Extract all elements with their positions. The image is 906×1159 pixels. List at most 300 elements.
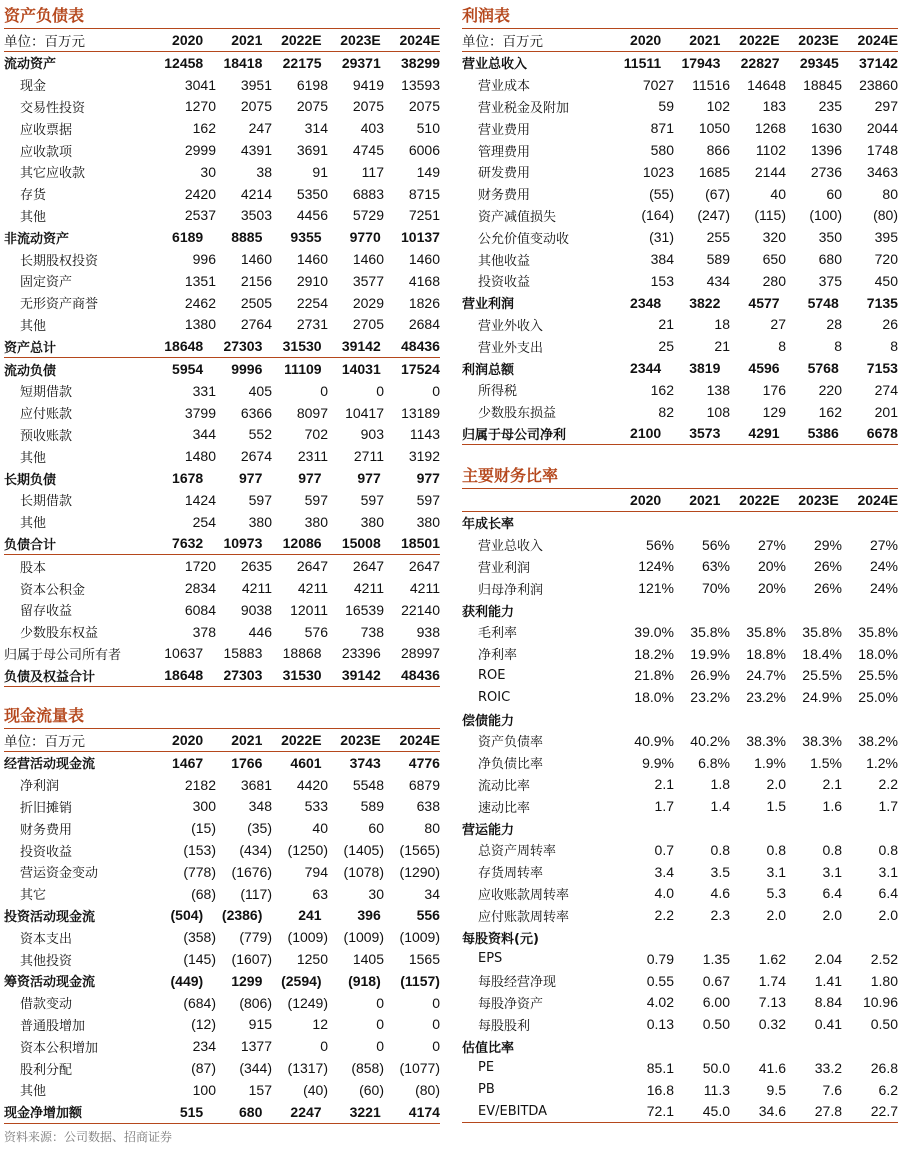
row-label: 流动比率 <box>478 778 531 794</box>
table-row <box>4 817 440 839</box>
cell-value: 2254 <box>296 294 328 311</box>
table-row <box>462 1057 898 1079</box>
cell-value: 1.2% <box>866 754 898 771</box>
cell-value: 183 <box>762 98 786 115</box>
cell-value: 10.96 <box>862 994 898 1011</box>
table-row <box>462 621 898 643</box>
table-row <box>462 357 898 379</box>
cell-value: 552 <box>248 426 272 443</box>
year-header: 2020 <box>630 32 662 48</box>
cell-value: 38.3% <box>802 732 842 749</box>
cell-value: 35.8% <box>746 623 786 640</box>
cell-value: 2834 <box>184 580 216 597</box>
table-row <box>462 1035 898 1057</box>
cell-value: 6.2 <box>878 1081 898 1098</box>
cell-value: 380 <box>360 513 384 530</box>
cell-value: (1077) <box>399 1060 440 1077</box>
cell-value: 26 <box>882 316 898 333</box>
cell-value: 3743 <box>349 754 381 771</box>
cell-value: 4211 <box>409 580 440 597</box>
row-label: 所得税 <box>478 384 518 400</box>
table-row <box>4 183 440 205</box>
table-row <box>462 839 898 861</box>
year-header: 2020 <box>172 32 204 48</box>
cell-value: 6.4 <box>822 885 842 902</box>
table-row <box>462 161 898 183</box>
cell-value: 2.0 <box>822 907 842 924</box>
cell-value: 1685 <box>698 163 730 180</box>
row-label: 预收账款 <box>20 428 73 444</box>
cell-value: 0.8 <box>766 841 786 858</box>
table-row <box>462 96 898 118</box>
cell-value: 378 <box>192 623 216 640</box>
cell-value: 20% <box>757 558 786 575</box>
cell-value: 24.7% <box>746 667 786 684</box>
row-label: 管理费用 <box>478 144 531 160</box>
cell-value: 18868 <box>282 645 322 662</box>
cell-value: 1023 <box>642 163 674 180</box>
cell-value: 9419 <box>352 76 384 93</box>
table-row <box>462 883 898 905</box>
cell-value: (1157) <box>400 972 440 989</box>
cell-value: (1249) <box>287 994 328 1011</box>
table-row <box>4 861 440 883</box>
cell-value: (779) <box>239 929 272 946</box>
cell-value: 2.1 <box>822 776 842 793</box>
table-row <box>4 970 440 992</box>
cell-value: 25.0% <box>858 689 898 706</box>
row-label: PE <box>478 1060 495 1076</box>
cell-value: 18.0% <box>634 689 674 706</box>
table-row <box>4 358 440 380</box>
table-row <box>462 1101 898 1124</box>
row-label: ROIC <box>478 689 511 705</box>
cell-value: 0 <box>432 382 440 399</box>
row-label: 其他 <box>20 516 47 532</box>
income-statement-panel <box>462 4 898 445</box>
cell-value: 4420 <box>296 776 328 793</box>
cell-value: 4596 <box>748 360 780 377</box>
cell-value: (2594) <box>281 972 322 989</box>
table-row <box>4 555 440 577</box>
cell-value: 9355 <box>290 229 322 246</box>
cell-value: 0.32 <box>758 1016 786 1033</box>
cell-value: 6.8% <box>698 754 730 771</box>
table-row <box>462 1079 898 1101</box>
year-header: 2020 <box>630 492 662 508</box>
cell-value: 38299 <box>401 54 440 71</box>
row-label: 少数股东权益 <box>20 626 99 642</box>
cell-value: 85.1 <box>646 1059 674 1076</box>
cell-value: 2647 <box>352 558 384 575</box>
cell-value: 331 <box>192 382 216 399</box>
cell-value: 1424 <box>184 491 216 508</box>
cell-value: (67) <box>705 185 730 202</box>
cell-value: 38.2% <box>858 732 898 749</box>
cell-value: 0 <box>432 994 440 1011</box>
cell-value: 6.00 <box>702 994 730 1011</box>
year-header: 2020 <box>172 732 204 748</box>
cell-value: 1143 <box>409 426 440 443</box>
table-row <box>4 402 440 424</box>
cell-value: 108 <box>706 403 730 420</box>
cell-value: 2.0 <box>766 907 786 924</box>
cell-value: (145) <box>183 951 216 968</box>
table-row <box>4 1101 440 1124</box>
cell-value: 9.9% <box>642 754 674 771</box>
cell-value: 18501 <box>401 535 440 552</box>
cell-value: 2182 <box>184 776 216 793</box>
cell-value: 915 <box>248 1016 272 1033</box>
cell-value: 2910 <box>296 272 328 289</box>
cell-value: 22175 <box>282 54 322 71</box>
cell-value: 12086 <box>282 535 322 552</box>
row-label: 资本支出 <box>20 931 73 947</box>
cell-value: 0 <box>320 1038 328 1055</box>
row-label: EPS <box>478 951 503 967</box>
cell-value: 1270 <box>184 98 216 115</box>
row-label: 投资收益 <box>20 844 73 860</box>
cell-value: 27.8 <box>814 1103 842 1120</box>
cell-value: 0.13 <box>646 1016 674 1033</box>
cell-value: (344) <box>239 1060 272 1077</box>
cell-value: 556 <box>416 907 440 924</box>
cell-value: (358) <box>183 929 216 946</box>
table-row <box>4 1057 440 1079</box>
cell-value: 0.67 <box>702 972 730 989</box>
cell-value: 2705 <box>352 316 384 333</box>
cell-value: 23.2% <box>690 689 730 706</box>
cell-value: 11511 <box>623 54 662 71</box>
cell-value: 4214 <box>240 185 272 202</box>
row-label: 每股资料(元) <box>462 931 539 947</box>
cell-value: 40.9% <box>634 732 674 749</box>
table-row <box>462 817 898 839</box>
cell-value: 6198 <box>296 76 328 93</box>
cell-value: (504) <box>170 907 204 924</box>
table-row <box>4 292 440 314</box>
table-row <box>462 423 898 446</box>
cell-value: 0.41 <box>814 1016 842 1033</box>
table-row <box>4 445 440 467</box>
cell-value: 1.80 <box>870 972 898 989</box>
cell-value: 7251 <box>408 207 440 224</box>
row-label: 总资产周转率 <box>478 844 557 860</box>
financial-ratios-panel <box>462 464 898 1123</box>
cell-value: 7632 <box>172 535 204 552</box>
cell-value: 38 <box>256 163 272 180</box>
cell-value: 597 <box>304 491 328 508</box>
cell-value: 6879 <box>408 776 440 793</box>
cell-value: 1467 <box>172 754 204 771</box>
table-row <box>462 248 898 270</box>
row-label: 每股经营净现 <box>478 975 557 991</box>
cell-value: 1460 <box>296 251 328 268</box>
table-row <box>4 533 440 556</box>
cell-value: 0.7 <box>654 841 674 858</box>
cell-value: 3951 <box>240 76 272 93</box>
cell-value: 866 <box>706 142 730 159</box>
cell-value: (1290) <box>399 863 440 880</box>
cell-value: 6883 <box>352 185 384 202</box>
cell-value: 129 <box>762 403 786 420</box>
row-label: 非流动资产 <box>4 231 70 247</box>
row-label: 应收账款周转率 <box>478 887 570 903</box>
year-header: 2022E <box>739 492 780 508</box>
row-label: 存货 <box>20 188 47 204</box>
table-row <box>4 1035 440 1057</box>
cell-value: 450 <box>874 272 898 289</box>
cell-value: 396 <box>357 907 381 924</box>
cell-value: 149 <box>416 163 440 180</box>
cell-value: 380 <box>248 513 272 530</box>
row-label: 每股股利 <box>478 1018 531 1034</box>
cell-value: 2100 <box>630 425 662 442</box>
row-label: 应付账款周转率 <box>478 909 570 925</box>
cell-value: (1607) <box>231 951 272 968</box>
row-label: 营业外收入 <box>478 318 544 334</box>
cell-value: 702 <box>304 426 328 443</box>
table-row <box>462 74 898 96</box>
cell-value: 0.79 <box>646 950 674 967</box>
cell-value: 2674 <box>240 448 272 465</box>
unit-label: 单位：百万元 <box>4 734 85 750</box>
table-row <box>462 643 898 665</box>
cell-value: 12458 <box>164 54 204 71</box>
table-row <box>4 511 440 533</box>
cell-value: 1748 <box>866 142 898 159</box>
cell-value: 35.8% <box>690 623 730 640</box>
table-row <box>462 795 898 817</box>
cell-value: 1050 <box>698 120 730 137</box>
cell-value: 576 <box>304 623 328 640</box>
row-label: 营业成本 <box>478 79 531 95</box>
cell-value: 0.8 <box>822 841 842 858</box>
cell-value: 21.8% <box>634 667 674 684</box>
cell-value: 5748 <box>807 294 839 311</box>
cell-value: 40.2% <box>690 732 730 749</box>
cell-value: 2.1 <box>654 776 674 793</box>
cell-value: 4211 <box>297 580 328 597</box>
cell-value: 9996 <box>231 361 263 378</box>
cell-value: 27% <box>869 536 898 553</box>
cell-value: 2420 <box>184 185 216 202</box>
cell-value: 1.35 <box>702 950 730 967</box>
cell-value: 3691 <box>296 142 328 159</box>
cell-value: 1460 <box>240 251 272 268</box>
cell-value: 23.2% <box>746 689 786 706</box>
cell-value: 31530 <box>282 338 322 355</box>
cell-value: 117 <box>361 163 384 180</box>
cell-value: 1678 <box>172 470 204 487</box>
table-row <box>4 335 440 358</box>
row-label: 营业总收入 <box>462 57 528 73</box>
cell-value: 25.5% <box>802 667 842 684</box>
cell-value: 680 <box>239 1103 263 1120</box>
cell-value: 7153 <box>866 360 898 377</box>
cell-value: (1676) <box>231 863 272 880</box>
cell-value: 274 <box>874 381 898 398</box>
cell-value: 589 <box>706 251 730 268</box>
cell-value: 446 <box>248 623 272 640</box>
cell-value: 10637 <box>164 645 204 662</box>
cell-value: 434 <box>706 272 730 289</box>
cell-value: (115) <box>754 207 786 224</box>
cell-value: 720 <box>874 251 898 268</box>
table-row <box>462 270 898 292</box>
cell-value: 2044 <box>866 120 898 137</box>
cell-value: 0 <box>376 382 384 399</box>
table-row <box>462 556 898 578</box>
cell-value: 35.8% <box>802 623 842 640</box>
row-label: 现金净增加额 <box>4 1106 83 1122</box>
cell-value: 3221 <box>349 1103 381 1120</box>
year-header: 2023E <box>340 732 381 748</box>
row-label: 其他 <box>20 209 47 225</box>
cell-value: 31530 <box>282 667 322 684</box>
cell-value: (100) <box>809 207 842 224</box>
cell-value: 3041 <box>184 76 216 93</box>
cell-value: 5768 <box>807 360 839 377</box>
table-row <box>462 117 898 139</box>
cell-value: 162 <box>818 403 842 420</box>
cell-value: 59 <box>658 98 674 115</box>
cell-value: 4168 <box>408 272 440 289</box>
cell-value: 1.9% <box>754 754 786 771</box>
cell-value: 3463 <box>866 163 898 180</box>
cell-value: 4577 <box>748 294 780 311</box>
cell-value: 1.5% <box>810 754 842 771</box>
cell-value: 70% <box>701 580 730 597</box>
cell-value: 40 <box>312 820 328 837</box>
cell-value: 7135 <box>866 294 898 311</box>
row-label: 负债合计 <box>4 537 57 553</box>
cell-value: 34 <box>424 885 440 902</box>
cell-value: 18.0% <box>858 645 898 662</box>
row-label: 股利分配 <box>20 1062 73 1078</box>
cell-value: 0 <box>376 1038 384 1055</box>
cell-value: (60) <box>359 1081 384 1098</box>
row-label: 投资活动现金流 <box>4 909 96 925</box>
cell-value: 2144 <box>754 163 786 180</box>
cell-value: 28 <box>826 316 842 333</box>
cell-value: 320 <box>762 229 786 246</box>
cell-value: 0.50 <box>870 1016 898 1033</box>
cell-value: 3.1 <box>766 863 786 880</box>
row-label: 净利率 <box>478 648 518 664</box>
row-label: 短期借款 <box>20 385 73 401</box>
table-row <box>4 314 440 336</box>
cell-value: (1565) <box>399 842 440 859</box>
cell-value: (1009) <box>399 929 440 946</box>
cell-value: 10417 <box>345 404 384 421</box>
cell-value: 2.2 <box>654 907 674 924</box>
cell-value: 11.3 <box>703 1081 730 1098</box>
table-row <box>4 74 440 96</box>
cell-value: 0.8 <box>710 841 730 858</box>
cell-value: 1766 <box>231 754 263 771</box>
cell-value: (434) <box>239 842 272 859</box>
cell-value: 60 <box>826 185 842 202</box>
cell-value: 15883 <box>223 645 263 662</box>
row-label: 长期借款 <box>20 494 73 510</box>
balance-header-row <box>4 29 440 52</box>
row-label: 营业利润 <box>478 560 531 576</box>
table-row <box>462 665 898 687</box>
table-row <box>462 926 898 948</box>
table-row <box>4 577 440 599</box>
cell-value: 871 <box>650 120 674 137</box>
table-row <box>4 883 440 905</box>
cell-value: 22827 <box>740 54 780 71</box>
cell-value: 9038 <box>240 601 272 618</box>
cell-value: 138 <box>706 381 730 398</box>
cell-value: 29345 <box>799 54 839 71</box>
table-row <box>4 205 440 227</box>
row-label: 研发费用 <box>478 166 531 182</box>
cell-value: 680 <box>818 251 842 268</box>
row-label: 营业外支出 <box>478 340 544 356</box>
cell-value: 533 <box>304 798 328 815</box>
cell-value: 1102 <box>755 142 786 159</box>
row-label: 其他 <box>20 450 47 466</box>
table-row <box>4 752 440 774</box>
cell-value: 977 <box>357 470 381 487</box>
cell-value: 0 <box>376 1016 384 1033</box>
cell-value: 375 <box>818 272 842 289</box>
table-row <box>462 992 898 1014</box>
cell-value: 2.52 <box>870 950 898 967</box>
cell-value: 2647 <box>296 558 328 575</box>
cell-value: 3.5 <box>710 863 730 880</box>
year-header: 2022E <box>281 32 322 48</box>
cell-value: 201 <box>874 403 898 420</box>
income-title: 利润表 <box>462 4 898 29</box>
table-row <box>462 861 898 883</box>
cell-value: 2711 <box>353 448 384 465</box>
cell-value: 4.0 <box>654 885 674 902</box>
cell-value: 2.0 <box>766 776 786 793</box>
cell-value: 254 <box>192 513 216 530</box>
year-header: 2022E <box>281 732 322 748</box>
cell-value: 2029 <box>352 294 384 311</box>
cell-value: 1630 <box>810 120 842 137</box>
cell-value: 80 <box>424 820 440 837</box>
cell-value: 2075 <box>296 98 328 115</box>
row-label: 交易性投资 <box>20 100 86 116</box>
cell-value: 3822 <box>689 294 721 311</box>
row-label: 净利润 <box>20 779 60 795</box>
cell-value: 1480 <box>184 448 216 465</box>
cell-value: 41.6 <box>758 1059 786 1076</box>
table-row <box>4 424 440 446</box>
row-label: 营运资金变动 <box>20 866 99 882</box>
cell-value: 2344 <box>630 360 662 377</box>
cell-value: (55) <box>649 185 674 202</box>
cell-value: 1565 <box>408 951 440 968</box>
cell-value: 4745 <box>352 142 384 159</box>
cell-value: 121% <box>638 580 674 597</box>
cell-value: 102 <box>706 98 730 115</box>
cell-value: 350 <box>818 229 842 246</box>
year-header: 2024E <box>857 32 898 48</box>
cell-value: 738 <box>360 623 384 640</box>
ratios-header-row <box>462 489 898 512</box>
cell-value: 7027 <box>642 76 674 93</box>
cell-value: 597 <box>416 491 440 508</box>
table-row <box>462 730 898 752</box>
table-row <box>4 796 440 818</box>
